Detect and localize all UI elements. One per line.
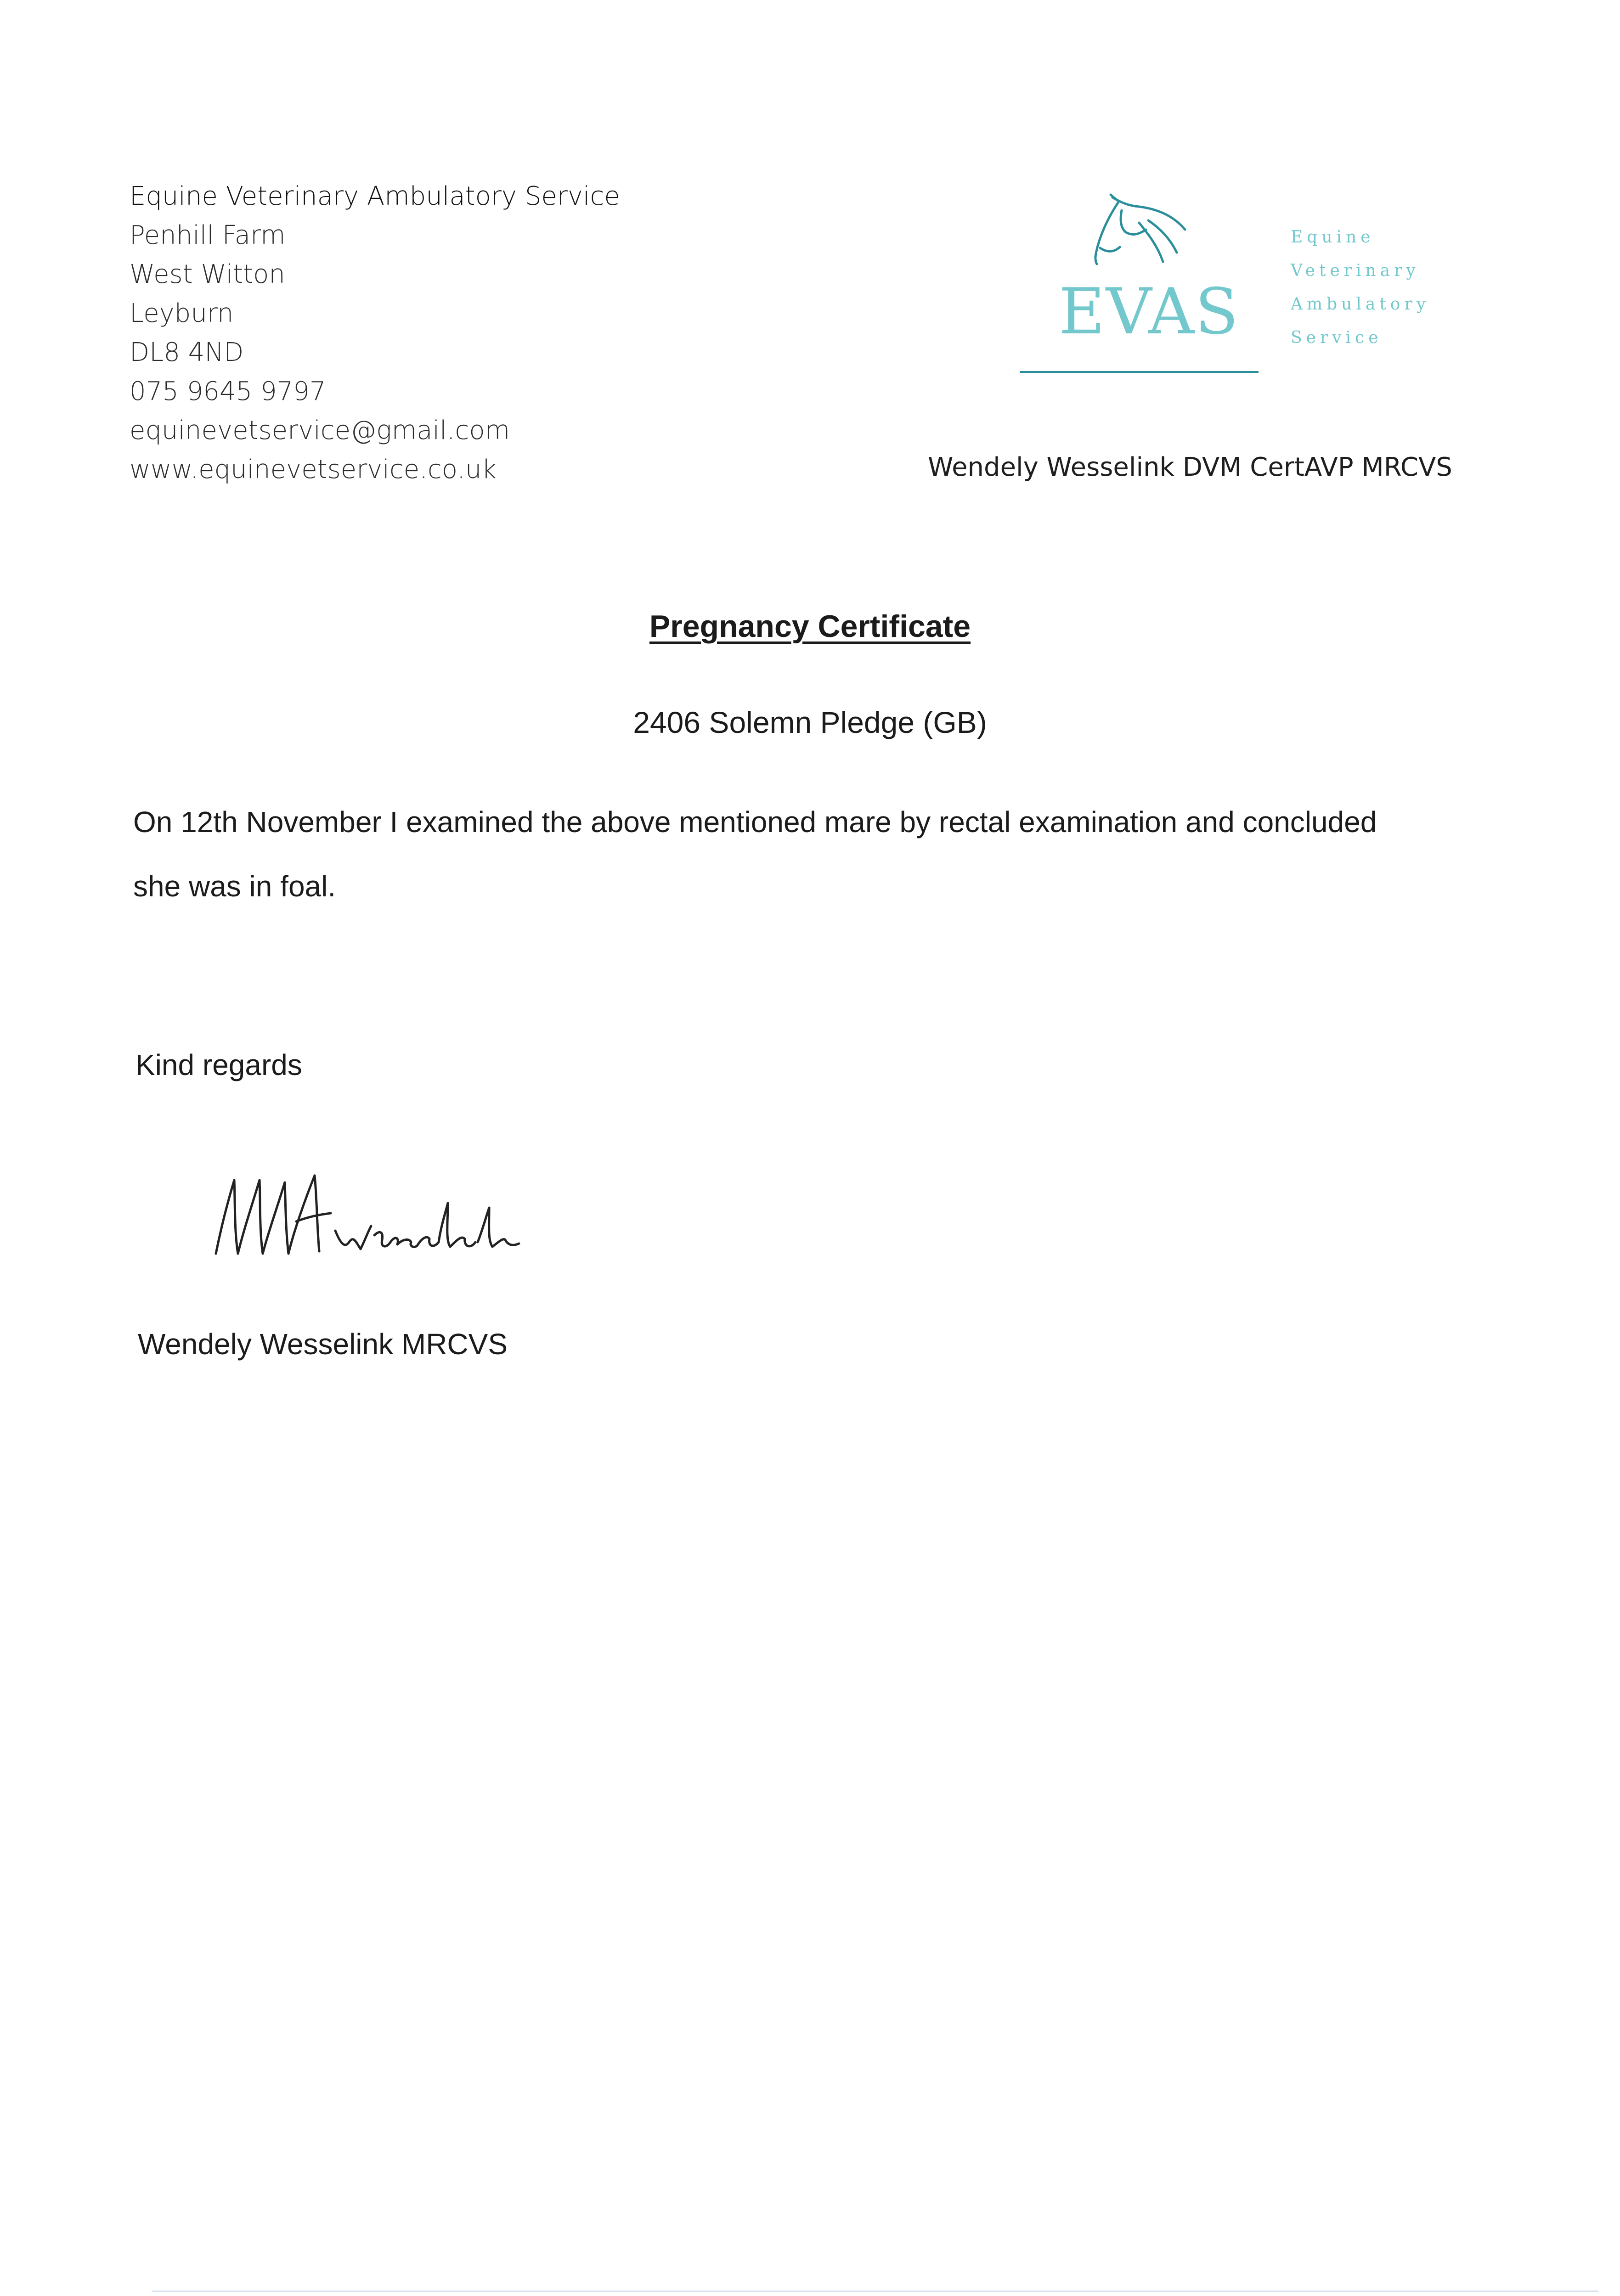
logo-acronym: EVAS xyxy=(1059,275,1240,349)
address-line: DL8 4ND xyxy=(130,338,244,367)
logo-word: Equine xyxy=(1291,228,1375,247)
address-line: West Witton xyxy=(130,259,285,289)
sender-email: equinevetservice@gmail.com xyxy=(130,416,510,445)
sender-phone: 075 9645 9797 xyxy=(130,377,326,406)
closing: Kind regards xyxy=(135,1048,302,1081)
body-line: she was in foal. xyxy=(133,870,336,903)
certificate-title: Pregnancy Certificate xyxy=(649,609,971,644)
vet-name: Wendely Wesselink DVM CertAVP MRCVS xyxy=(928,452,1452,482)
address-line: Leyburn xyxy=(130,298,234,328)
sender-address xyxy=(130,177,620,489)
address-line: Penhill Farm xyxy=(130,220,286,250)
logo-word: Ambulatory xyxy=(1291,295,1430,314)
logo-word: Veterinary xyxy=(1291,261,1420,280)
sender-website: www.equinevetservice.co.uk xyxy=(130,455,497,484)
evas-logo xyxy=(1015,184,1474,386)
sender-organisation: Equine Veterinary Ambulatory Service xyxy=(130,181,620,211)
page-bottom-rule xyxy=(152,2290,1598,2292)
certificate-subject: 2406 Solemn Pledge (GB) xyxy=(633,705,987,739)
logo-underline xyxy=(1020,371,1259,373)
body-line: On 12th November I examined the above mentioned mare by rectal examination and concluded xyxy=(133,805,1377,838)
signer-name: Wendely Wesselink MRCVS xyxy=(138,1328,508,1361)
logo-words xyxy=(1291,220,1430,355)
signature-image xyxy=(202,1162,615,1272)
certificate-body xyxy=(133,790,1465,918)
logo-word: Service xyxy=(1291,328,1383,347)
